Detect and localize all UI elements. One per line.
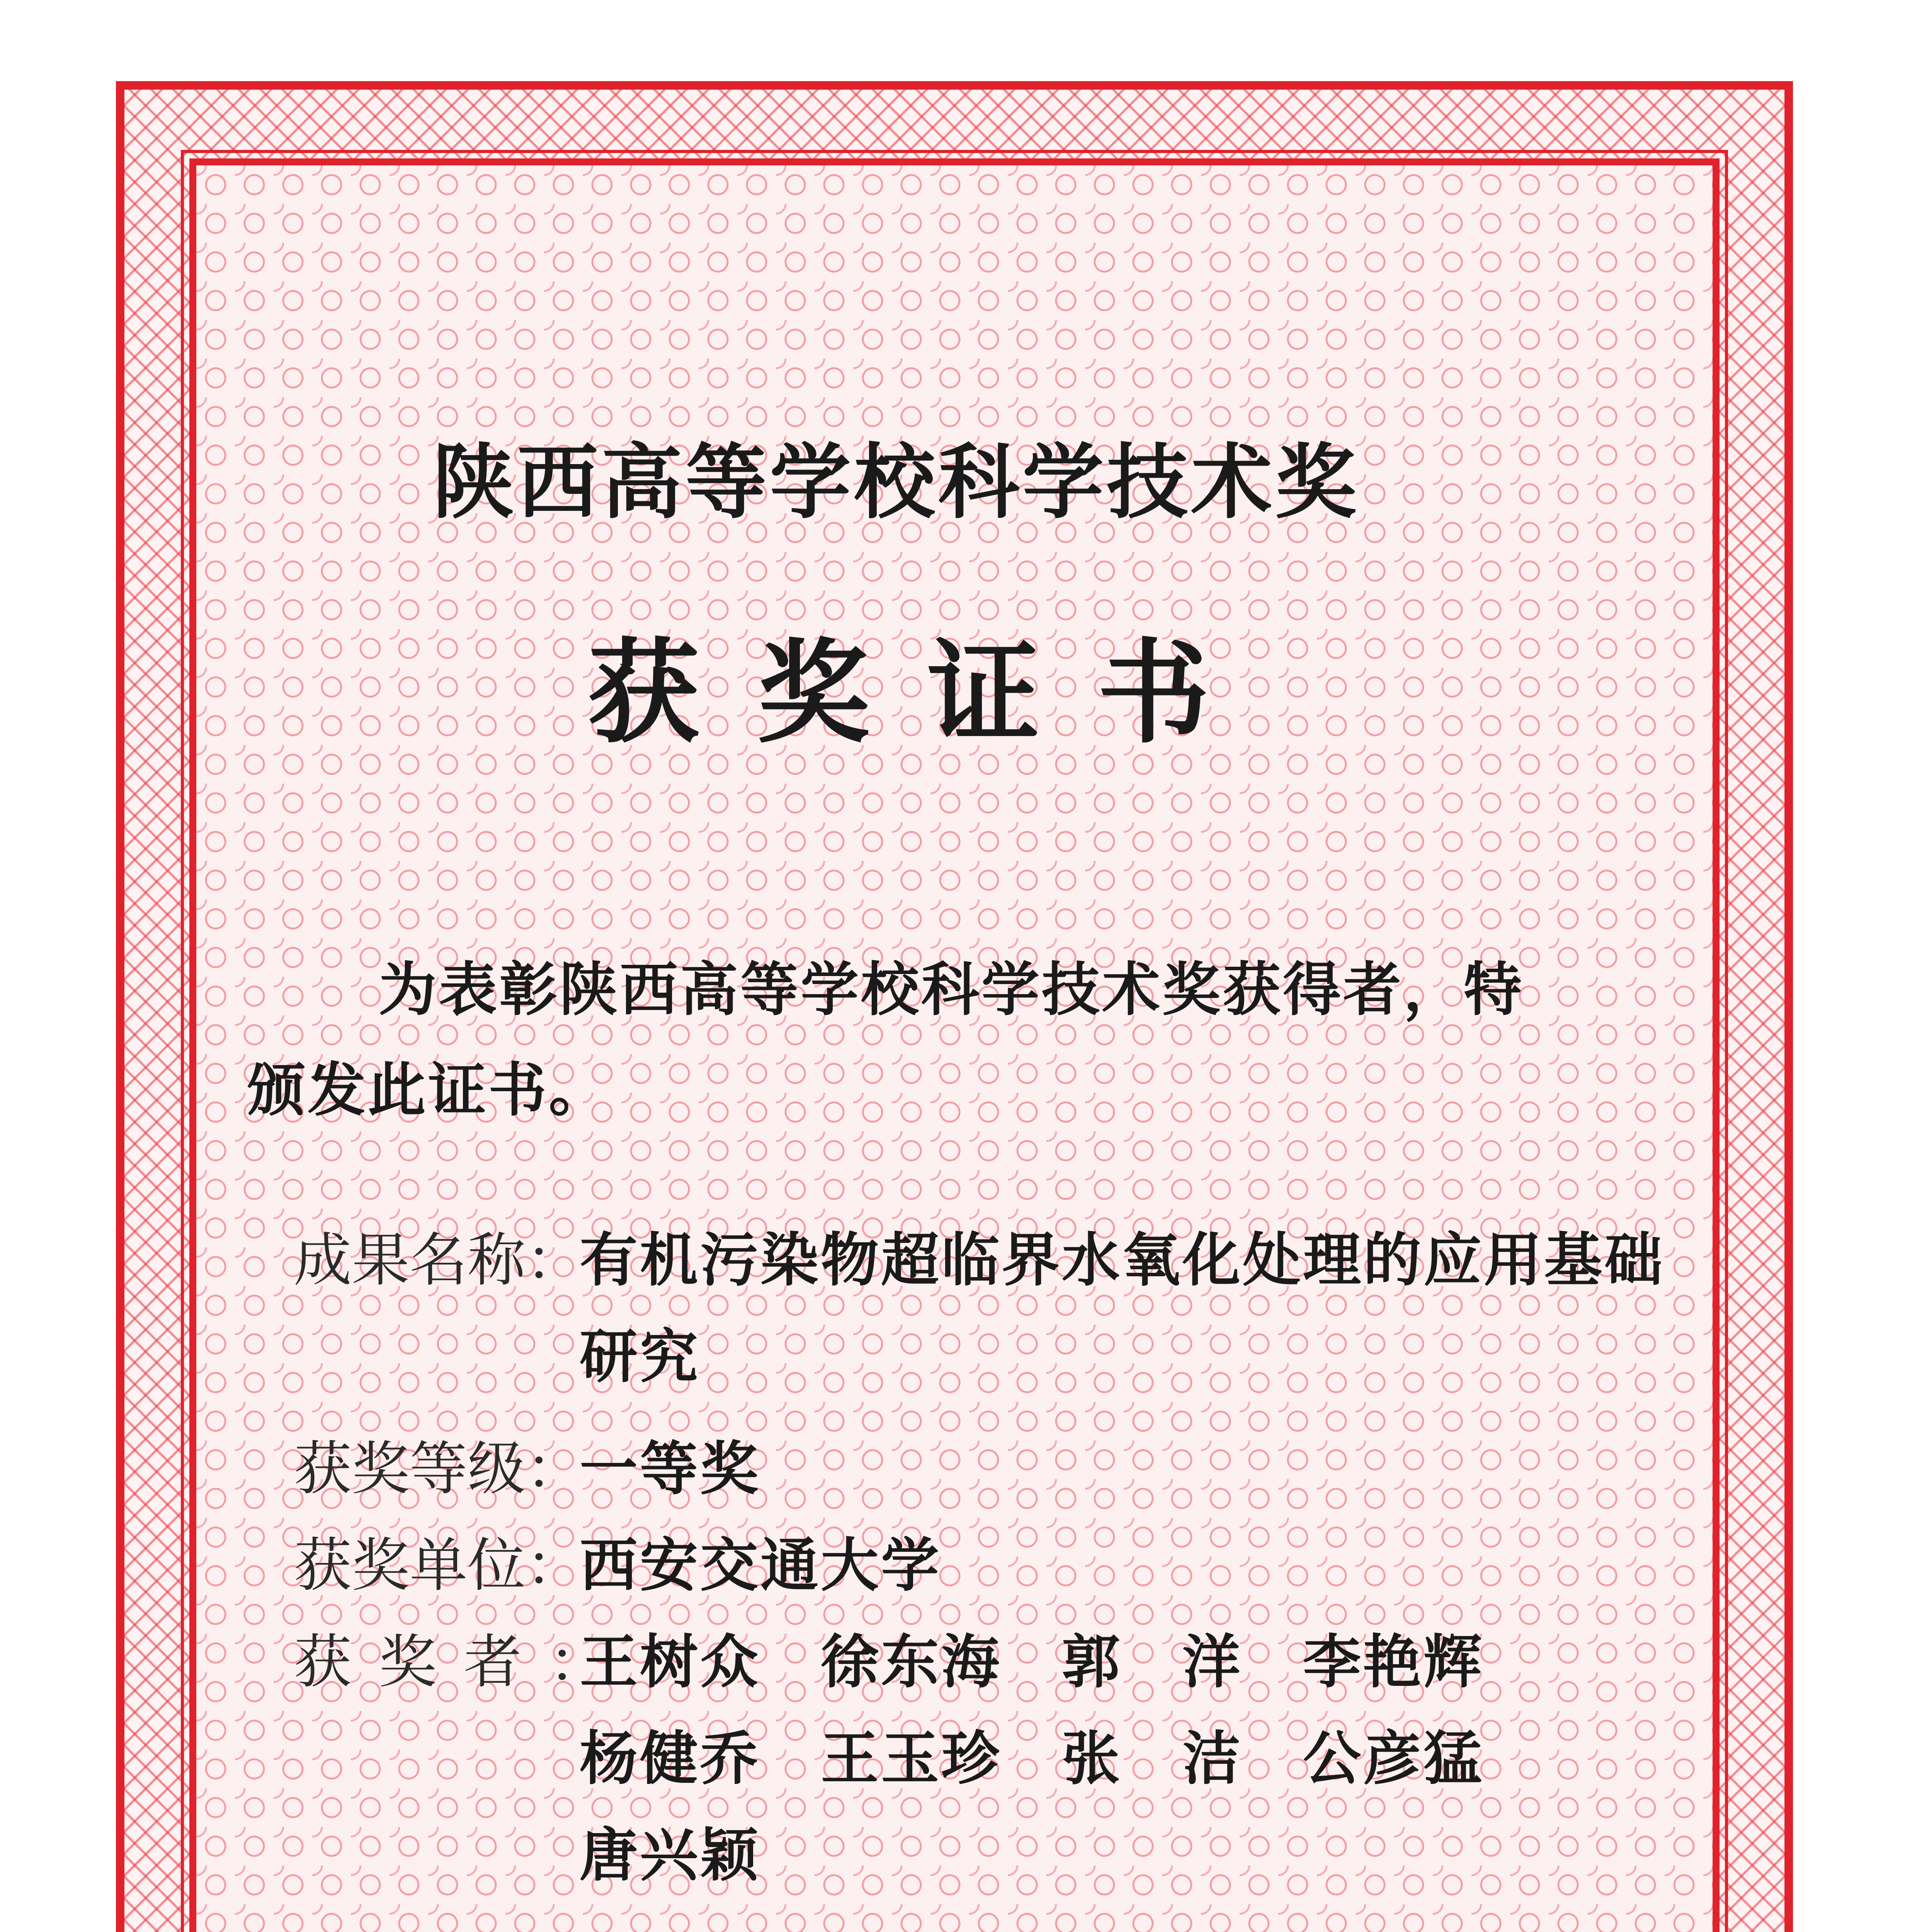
award-unit-value: 西安交通大学 xyxy=(580,1531,942,1599)
award-unit-label: 获奖单位： xyxy=(294,1532,584,1599)
result-name-label: 成果名称： xyxy=(294,1227,584,1294)
result-name-value-line-1: 有机污染物超临界水氧化处理的应用基础 xyxy=(580,1226,1665,1294)
intro-line-2: 颁发此证书。 xyxy=(247,1056,609,1124)
award-name: 陕西高等学校科学技术奖 xyxy=(433,434,1360,530)
winners-label: 获奖者： xyxy=(294,1629,634,1696)
winners-row-2: 杨健乔 王玉珍 张 洁 公彦猛 xyxy=(580,1725,1484,1793)
winners-row-3: 唐兴颖 xyxy=(580,1821,761,1889)
certificate-title: 获奖证书 xyxy=(587,627,1267,759)
award-level-value: 一等奖 xyxy=(580,1435,761,1503)
result-name-value-line-2: 研究 xyxy=(580,1323,701,1391)
intro-line-1: 为表彰陕西高等学校科学技术奖获得者，特 xyxy=(379,956,1524,1024)
winners-row-1: 王树众 徐东海 郭 洋 李艳辉 xyxy=(580,1628,1484,1696)
award-level-label: 获奖等级： xyxy=(294,1435,584,1503)
